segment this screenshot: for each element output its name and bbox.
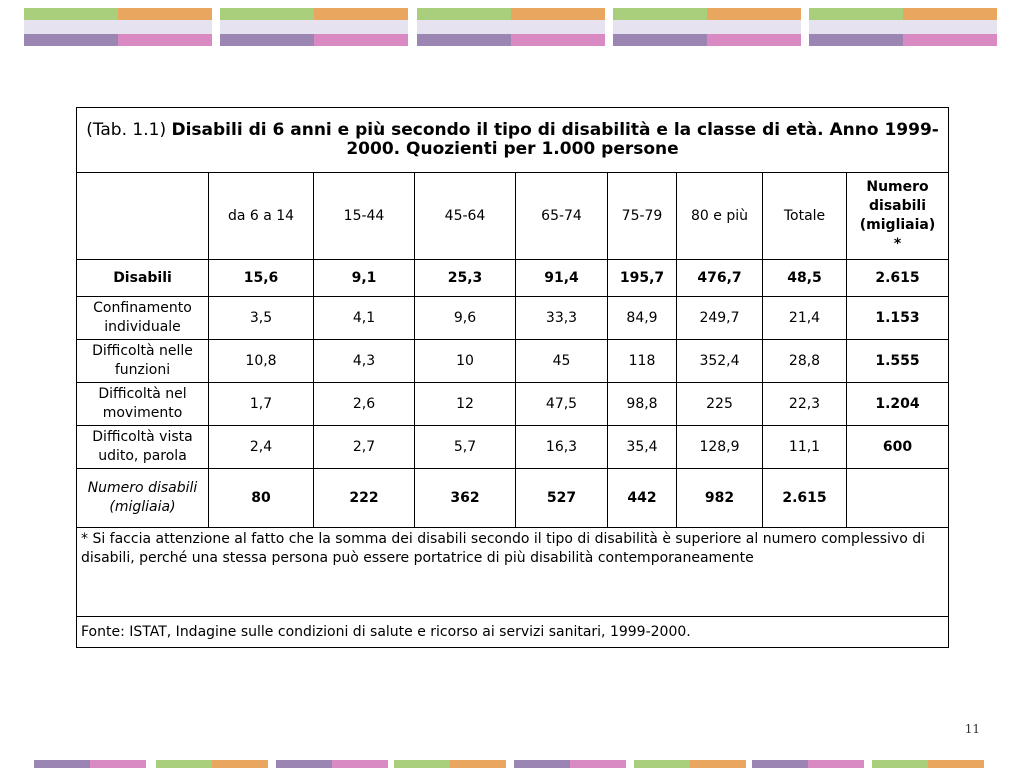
table-cell: 4,1 — [314, 297, 415, 340]
table-cell: 28,8 — [763, 340, 847, 383]
table-cell: 3,5 — [209, 297, 314, 340]
table-cell: 362 — [415, 469, 516, 528]
table-cell: 12 — [415, 383, 516, 426]
table-cell: 22,3 — [763, 383, 847, 426]
table-title-prefix: (Tab. 1.1) — [86, 120, 172, 140]
table-cell: 47,5 — [516, 383, 608, 426]
column-header-numero-disabili — [847, 173, 949, 260]
column-header: 75-79 — [608, 173, 677, 260]
banner-block — [417, 8, 605, 46]
row-label: Numero disabili (migliaia) — [77, 469, 209, 528]
table-footnote: * Si faccia attenzione al fatto che la somma dei disabili secondo il tipo di disabilità è superiore al numero complessivo di disabili, perché una stessa persona può essere portatrice di più disabilità contemporaneamente — [77, 528, 949, 617]
table-cell: 2,4 — [209, 426, 314, 469]
header-empty-cell — [77, 173, 209, 260]
header-line: Numero — [866, 179, 929, 195]
table-cell: 2.615 — [763, 469, 847, 528]
disability-table — [76, 107, 949, 648]
table-cell: 21,4 — [763, 297, 847, 340]
column-header: 65-74 — [516, 173, 608, 260]
table-cell: 118 — [608, 340, 677, 383]
page-number: 11 — [964, 722, 980, 736]
table-row — [77, 383, 949, 426]
table-cell: 2,6 — [314, 383, 415, 426]
banner-block — [220, 8, 408, 46]
table-cell: 98,8 — [608, 383, 677, 426]
header-line: disabili — [869, 198, 927, 214]
banner-block — [613, 8, 801, 46]
column-header: 15-44 — [314, 173, 415, 260]
table-cell-total: 1.153 — [847, 297, 949, 340]
table-cell: 195,7 — [608, 260, 677, 297]
table-cell: 2,7 — [314, 426, 415, 469]
column-header: 45-64 — [415, 173, 516, 260]
column-header: 80 e più — [677, 173, 763, 260]
table-cell: 128,9 — [677, 426, 763, 469]
table-source: Fonte: ISTAT, Indagine sulle condizioni di salute e ricorso ai servizi sanitari, 1999-2000. — [77, 617, 949, 648]
row-label: Difficoltà vista udito, parola — [77, 426, 209, 469]
row-label: Difficoltà nel movimento — [77, 383, 209, 426]
table-row — [77, 297, 949, 340]
table-row — [77, 469, 949, 528]
table-cell: 225 — [677, 383, 763, 426]
table-cell: 25,3 — [415, 260, 516, 297]
table-cell: 442 — [608, 469, 677, 528]
table-cell: 10 — [415, 340, 516, 383]
table-cell — [847, 469, 949, 528]
row-label: Disabili — [77, 260, 209, 297]
table-cell-total: 600 — [847, 426, 949, 469]
table-cell: 15,6 — [209, 260, 314, 297]
disability-table-container — [76, 107, 948, 648]
header-line: * — [893, 236, 902, 252]
table-cell: 222 — [314, 469, 415, 528]
table-cell: 9,6 — [415, 297, 516, 340]
table-cell: 10,8 — [209, 340, 314, 383]
row-label: Confinamento individuale — [77, 297, 209, 340]
table-cell: 352,4 — [677, 340, 763, 383]
table-title-bold: Disabili di 6 anni e più secondo il tipo di disabilità e la classe di età. Anno 1999-2000. Quozienti per 1.000 persone — [171, 120, 939, 159]
table-cell: 80 — [209, 469, 314, 528]
table-cell: 9,1 — [314, 260, 415, 297]
table-cell-total: 1.555 — [847, 340, 949, 383]
table-cell: 11,1 — [763, 426, 847, 469]
table-row — [77, 260, 949, 297]
table-cell: 45 — [516, 340, 608, 383]
table-row — [77, 340, 949, 383]
banner-block — [24, 8, 212, 46]
table-cell: 48,5 — [763, 260, 847, 297]
row-label: Difficoltà nelle funzioni — [77, 340, 209, 383]
table-cell: 982 — [677, 469, 763, 528]
table-cell: 527 — [516, 469, 608, 528]
table-cell: 2.615 — [847, 260, 949, 297]
table-cell-total: 1.204 — [847, 383, 949, 426]
table-row — [77, 426, 949, 469]
header-row — [77, 173, 949, 260]
table-cell: 91,4 — [516, 260, 608, 297]
table-cell: 35,4 — [608, 426, 677, 469]
table-title — [77, 108, 949, 173]
column-header: Totale — [763, 173, 847, 260]
header-line: (migliaia) — [859, 217, 936, 233]
table-cell: 84,9 — [608, 297, 677, 340]
banner-block — [809, 8, 997, 46]
table-cell: 33,3 — [516, 297, 608, 340]
table-cell: 4,3 — [314, 340, 415, 383]
table-cell: 476,7 — [677, 260, 763, 297]
table-cell: 249,7 — [677, 297, 763, 340]
table-cell: 5,7 — [415, 426, 516, 469]
table-cell: 16,3 — [516, 426, 608, 469]
column-header: da 6 a 14 — [209, 173, 314, 260]
table-cell: 1,7 — [209, 383, 314, 426]
